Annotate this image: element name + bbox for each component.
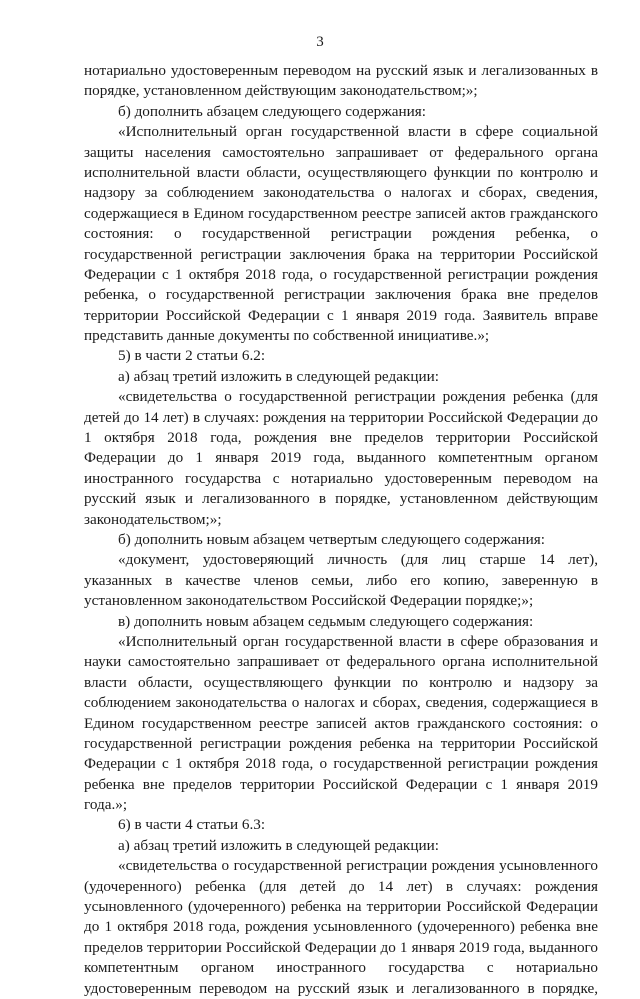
text-line: ребенка вне пределов территории Российской Федерации с 1 января 2019: [84, 775, 598, 793]
text-line: а) абзац третий изложить в следующей редакции:: [118, 836, 439, 854]
text-line: 6) в части 4 статьи 6.3:: [118, 816, 266, 834]
text-line: состояния: о государственной регистрации рождения ребенка, о: [84, 225, 598, 243]
text-line: науки самостоятельно запрашивает от федерального органа исполнительной: [84, 653, 598, 671]
text-line: «свидетельства о государственной регистрации рождения ребенка (для: [118, 388, 598, 406]
text-line: порядке, установленном действующим законодательством;»;: [84, 82, 478, 100]
text-line: Федерации с 1 октября 2018 года, о государственной регистрации рождения: [84, 265, 598, 283]
text-line: нотариально удостоверенным переводом на русский язык и легализованных в: [84, 62, 598, 79]
text-line: усыновленного (удочеренного) ребенка на территории Российской Федерации: [84, 898, 598, 916]
text-line: иностранного государства с нотариально удостоверенным переводом на: [84, 469, 598, 487]
text-line: указанных в качестве членов семьи, либо его копию, заверенную в: [84, 571, 598, 589]
text-line: власти области, осуществляющего функции по контролю и надзору за: [84, 673, 598, 691]
text-line: (удочеренного) ребенка (для детей до 14 лет) в случаях: рождения: [84, 877, 598, 895]
text-line: Едином государственном реестре записей актов гражданского состояния: о: [84, 714, 598, 732]
page-number: 3: [316, 34, 324, 50]
text-line: 1 октября 2018 года, рождения вне пределов территории Российской: [84, 429, 598, 447]
text-line: удостоверенным переводом на русский язык и легализованного в порядке,: [84, 979, 598, 997]
text-line: надзору за соблюдением законодательства о налогах и сборах, сведения,: [84, 184, 598, 202]
text-line: Федерации с 1 октября 2018 года, о государственной регистрации рождения: [84, 755, 598, 773]
text-line: б) дополнить абзацем следующего содержания:: [118, 102, 426, 120]
text-line: компетентным органом иностранного государства с нотариально: [84, 959, 598, 977]
text-line: соблюдением законодательства о налогах и сборах, сведения, содержащиеся в: [84, 694, 598, 712]
text-line: «Исполнительный орган государственной власти в сфере социальной: [118, 123, 598, 141]
text-line: 5) в части 2 статьи 6.2:: [118, 347, 266, 365]
document-body: [84, 61, 598, 999]
text-line: до 1 октября 2018 года, рождения усыновленного (удочеренного) ребенка вне: [84, 918, 598, 936]
text-line: содержащиеся в Едином государственном реестре записей актов гражданского: [84, 204, 598, 222]
text-line: законодательством;»;: [84, 510, 222, 528]
text-line: установленном законодательством Российской Федерации порядке;»;: [84, 592, 534, 610]
text-line: ребенка, о государственной регистрации заключения брака вне пределов: [84, 286, 598, 304]
text-line: государственной регистрации заключения брака на территории Российской: [84, 245, 598, 263]
text-line: детей до 14 лет) в случаях: рождения на территории Российской Федерации до: [84, 408, 598, 426]
text-line: б) дополнить новым абзацем четвертым следующего содержания:: [118, 530, 545, 548]
text-line: представить данные документы по собственной инициативе.»;: [84, 327, 490, 345]
text-line: Федерации до 1 января 2019 года, выданного компетентным органом: [84, 449, 598, 467]
text-line: а) абзац третий изложить в следующей редакции:: [118, 367, 439, 385]
text-line: пределов территории Российской Федерации до 1 января 2019 года, выданного: [84, 938, 598, 956]
text-line: в) дополнить новым абзацем седьмым следующего содержания:: [118, 612, 534, 630]
text-line: защиты населения самостоятельно запрашивает от федерального органа: [84, 143, 598, 161]
text-line: государственной регистрации рождения ребенка на территории Российской: [84, 734, 598, 752]
text-line: года.»;: [84, 796, 128, 814]
text-line: русский язык и легализованного в порядке, установленном действующим: [84, 490, 598, 508]
text-line: территории Российской Федерации с 1 января 2019 года. Заявитель вправе: [84, 306, 598, 324]
text-line: «документ, удостоверяющий личность (для лиц старше 14 лет),: [118, 551, 598, 569]
text-line: «Исполнительный орган государственной власти в сфере образования и: [118, 632, 598, 650]
text-line: «свидетельства о государственной регистрации рождения усыновленного: [118, 857, 598, 875]
text-line: исполнительной власти области, осуществляющего функции по контролю и: [84, 163, 598, 181]
